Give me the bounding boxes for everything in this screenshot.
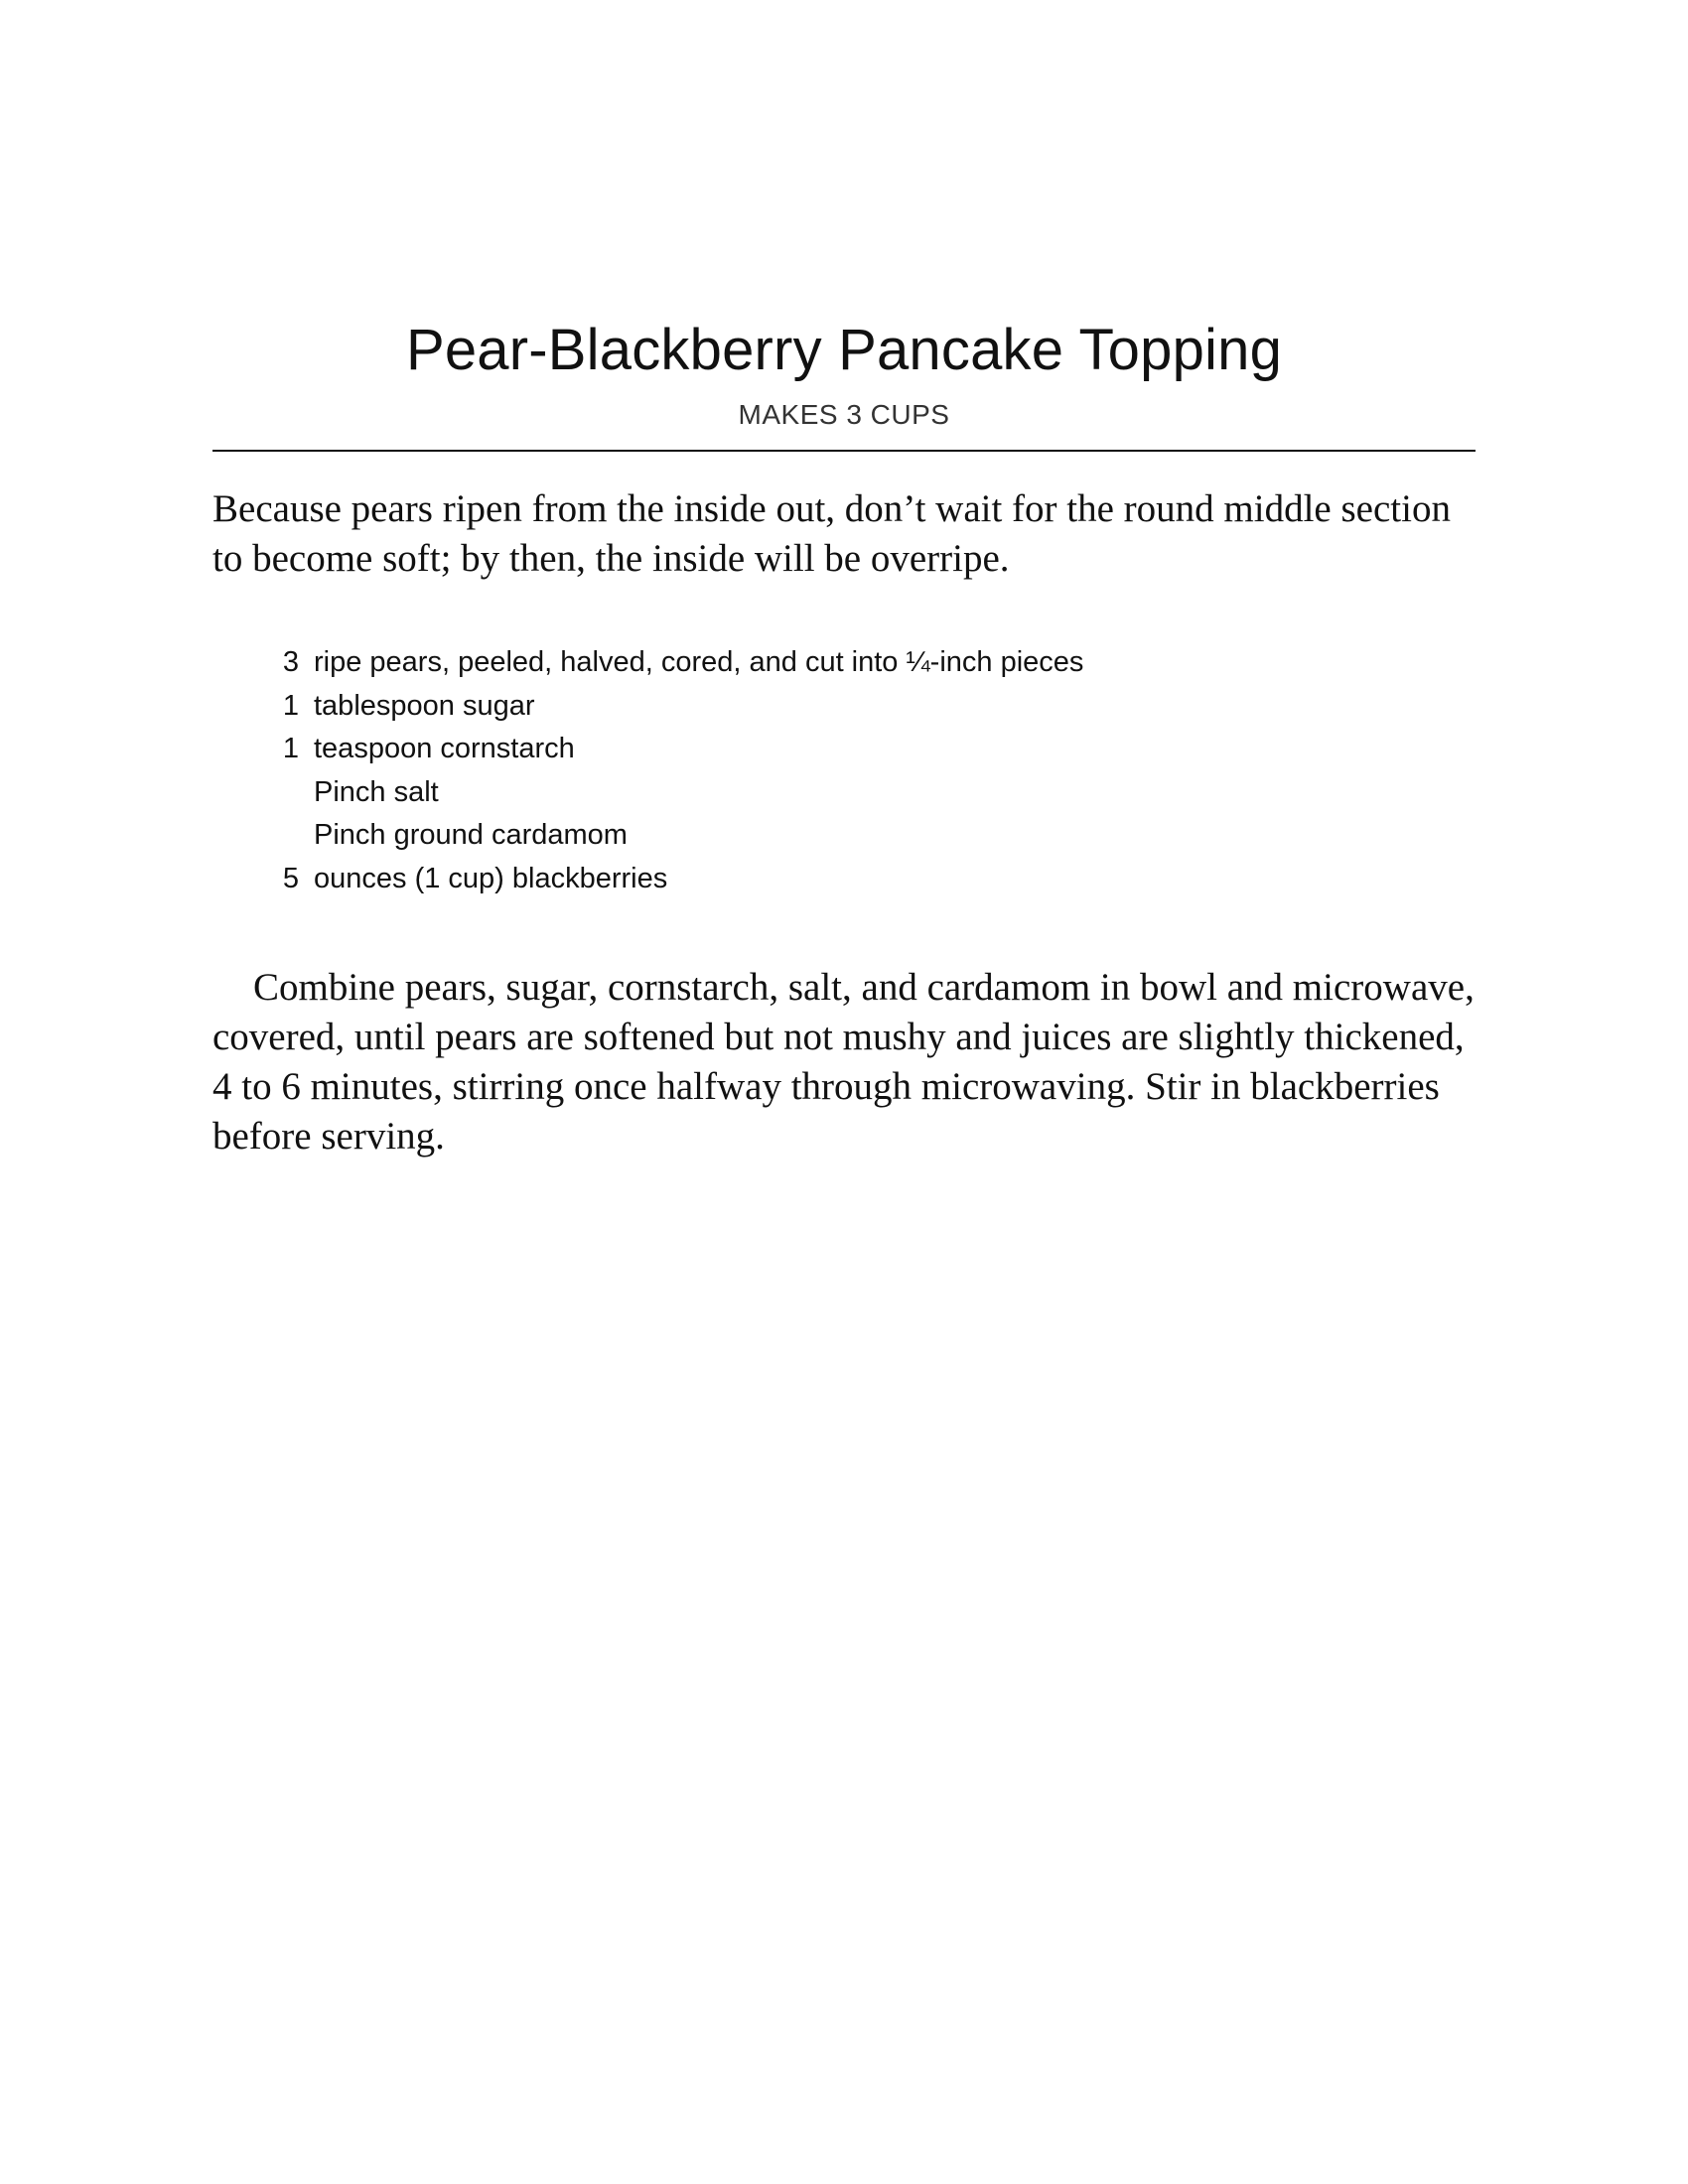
recipe-method: Combine pears, sugar, cornstarch, salt, and cardamom in bowl and microwave, covered, until pears are softened but not mushy and juices are slightly thickened, 4 to 6 minutes, stirring once halfway through microwaving. Stir in blackberries before serving. bbox=[212, 966, 1475, 1158]
ingredient-quantity: 1 bbox=[282, 733, 299, 765]
ingredient-item bbox=[212, 771, 1476, 815]
recipe-intro: Because pears ripen from the inside out, don’t wait for the round middle section to become soft; by then, the inside will be overripe. bbox=[212, 487, 1451, 580]
ingredient-item bbox=[212, 814, 1476, 858]
ingredient-list bbox=[212, 641, 1476, 901]
ingredient-item bbox=[212, 858, 1476, 901]
ingredient-text: ounces (1 cup) blackberries bbox=[314, 862, 668, 894]
ingredient-item bbox=[212, 641, 1476, 685]
ingredient-item bbox=[212, 685, 1476, 729]
ingredient-quantity: 5 bbox=[282, 862, 299, 894]
ingredient-text: teaspoon cornstarch bbox=[314, 733, 575, 765]
recipe-title: Pear-Blackberry Pancake Topping bbox=[405, 318, 1283, 382]
ingredient-text: Pinch ground cardamom bbox=[314, 819, 628, 852]
ingredient-text: Pinch salt bbox=[314, 775, 439, 808]
ingredient-quantity: 3 bbox=[282, 646, 299, 678]
ingredient-item bbox=[212, 728, 1476, 771]
ingredient-text: ripe pears, peeled, halved, cored, and cut into ¼-inch pieces bbox=[314, 646, 1084, 678]
ingredient-quantity: 1 bbox=[282, 689, 299, 722]
recipe-yield: MAKES 3 CUPS bbox=[738, 399, 950, 430]
title-divider bbox=[212, 450, 1476, 452]
ingredient-text: tablespoon sugar bbox=[314, 689, 535, 722]
